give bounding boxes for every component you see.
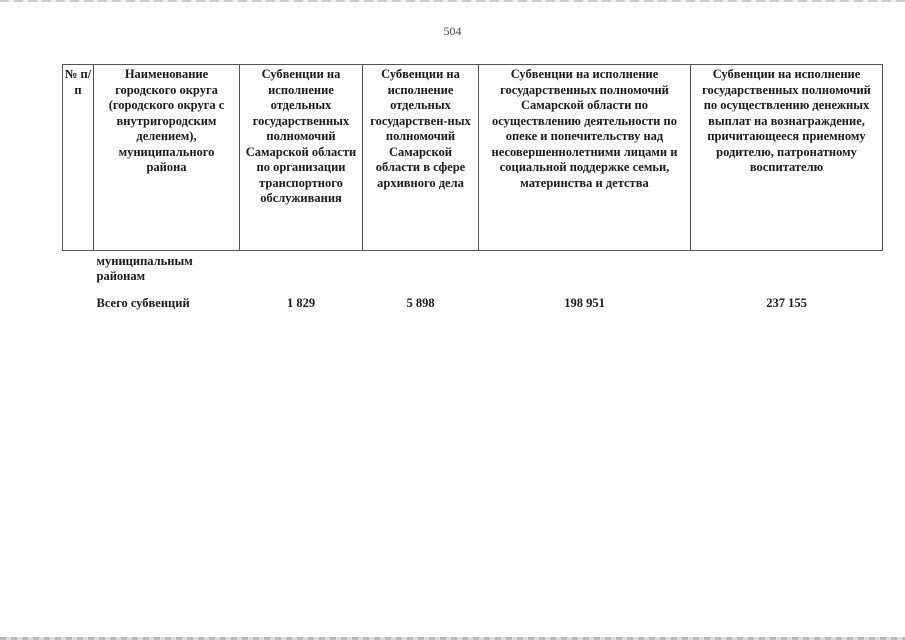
header-archive-subventions: Субвенции на исполнение отдельных государствен-ных полномочий Самарской области в сфере архивного дела bbox=[363, 65, 479, 251]
header-transport-subventions: Субвенции на исполнение отдельных государственных полномочий Самарской области по организации транспортного обслуживания bbox=[240, 65, 363, 251]
total-transport-value: 1 829 bbox=[286, 296, 316, 310]
header-foster-payments-subventions: Субвенции на исполнение государственных полномочий по осуществлению денежных выплат на вознаграждение, причитающееся приемному родителю, патронатному воспитателю bbox=[691, 65, 883, 251]
continuation-row bbox=[63, 251, 883, 293]
scan-top-edge bbox=[0, 0, 905, 2]
table-header-row bbox=[63, 65, 883, 251]
continuation-label: муниципальным районам bbox=[96, 254, 193, 283]
header-guardianship-subventions: Субвенции на исполнение государственных полномочий Самарской области по осуществлению деятельности по опеке и попечительству над несовершеннолетними лицами и социальной поддержке семьи, материнства и детства bbox=[479, 65, 691, 251]
total-foster-payments-value: 237 155 bbox=[766, 296, 807, 310]
subventions-table bbox=[62, 64, 883, 311]
header-municipality-name: Наименование городского округа (городского округа с внутригородским делением), муниципального района bbox=[94, 65, 240, 251]
header-number: № п/п bbox=[63, 65, 94, 251]
total-archive-value: 5 898 bbox=[406, 296, 435, 310]
page-number: 504 bbox=[443, 24, 462, 38]
total-label: Всего субвенций bbox=[96, 296, 190, 310]
total-row bbox=[63, 292, 883, 311]
total-guardianship-value: 198 951 bbox=[564, 296, 605, 310]
